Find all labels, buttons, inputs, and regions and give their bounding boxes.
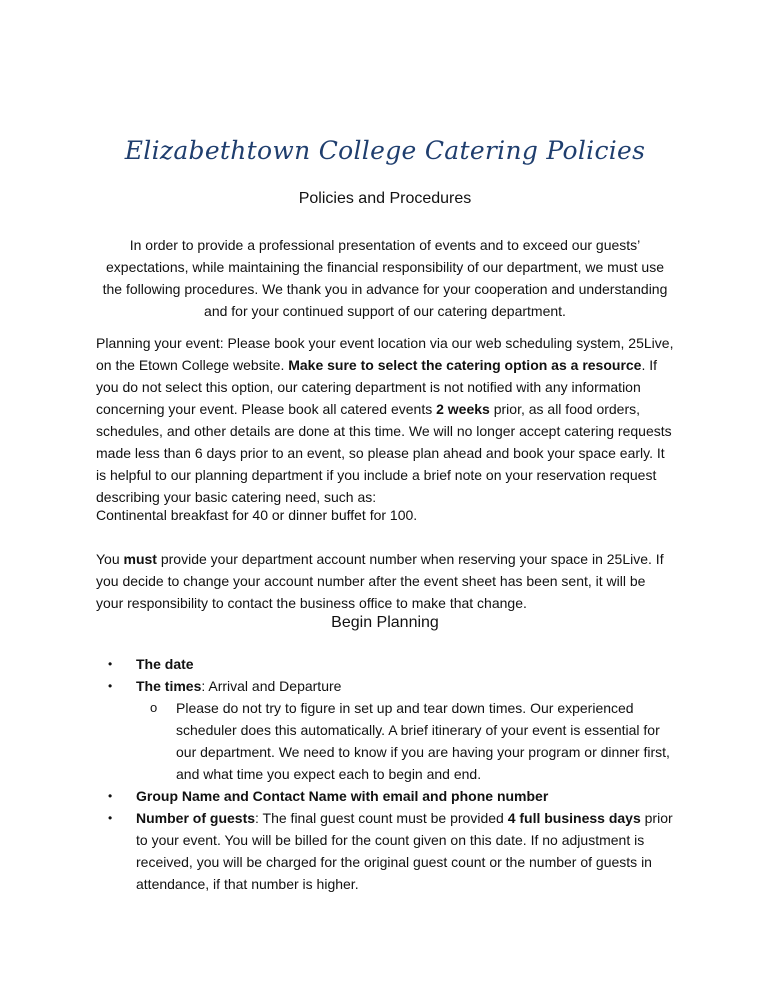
bullet-icon: • — [108, 657, 113, 671]
times-text: : Arrival and Departure — [201, 678, 342, 694]
times-sublist — [136, 697, 674, 785]
intro-paragraph: In order to provide a professional presentation of events and to exceed our guests’ expectations, while maintaining the financial responsibility of our department, we must use the following procedures. We thank you in advance for your cooperation and understanding and for your continued support of our catering department. — [102, 237, 668, 319]
guests-text-2: prior to your event. You will be billed for the count given on this date. If no adjustment is received, you will be charged for the original guest count or the number of guests in attendance, if that number is higher. — [136, 810, 673, 892]
planning-text-1: Planning your event: Please book your event location via our web scheduling system, 25Live, on the Etown College website. — [96, 335, 674, 373]
document-title: Elizabethtown College Catering Policies — [124, 136, 646, 165]
bullet-icon: • — [108, 811, 113, 825]
section-heading-begin-planning: Begin Planning — [331, 614, 439, 631]
times-label: The times — [136, 678, 202, 694]
sub-list-item — [136, 697, 674, 785]
date-label: The date — [136, 656, 194, 672]
document-subtitle: Policies and Procedures — [298, 190, 472, 207]
list-item-group — [96, 785, 674, 807]
planning-bullet-list — [96, 653, 674, 895]
list-item-times — [96, 675, 674, 785]
group-label: Group Name and Contact Name with email and phone number — [136, 788, 549, 804]
times-sub-text: Please do not try to figure in set up and tear down times. Our experienced scheduler does this automatically. A brief itinerary of your event is essential for our department. We need to know if you are having your program or dinner first, and what time you expect each to begin and end. — [176, 700, 670, 782]
planning-text-3: prior, as all food orders, schedules, and other details are done at this time. We will no longer accept catering requests made less than 6 days prior to an event, so please plan ahead and book your space early. It is helpful to our planning department if you include a brief note on your reservation request describing your basic catering need, such as: — [96, 401, 672, 505]
guests-label: Number of guests — [136, 810, 256, 826]
account-text-2: provide your department account number when reserving your space in 25Live. If you decide to change your account number after the event sheet has been sent, it will be your responsibility to contact the business office to make that change. — [96, 551, 664, 611]
guests-bold-1: 4 full business days — [507, 810, 641, 826]
sub-bullet-icon: o — [150, 700, 158, 715]
example-paragraph: Continental breakfast for 40 or dinner buffet for 100. — [96, 507, 418, 523]
account-bold-1: must — [123, 551, 157, 567]
list-item-guests — [96, 807, 674, 895]
planning-paragraph — [96, 332, 674, 508]
guests-text-1: : The final guest count must be provided — [255, 810, 508, 826]
account-paragraph — [96, 548, 674, 614]
planning-bold-1: Make sure to select the catering option as a resource — [288, 357, 642, 373]
planning-bold-2: 2 weeks — [436, 401, 490, 417]
planning-text-2: . If you do not select this option, our catering department is not notified with any information concerning your event. Please book all catered events — [96, 357, 658, 417]
list-item-date — [96, 653, 674, 675]
bullet-icon: • — [108, 679, 113, 693]
account-text-1: You — [96, 551, 124, 567]
bullet-icon: • — [108, 789, 113, 803]
